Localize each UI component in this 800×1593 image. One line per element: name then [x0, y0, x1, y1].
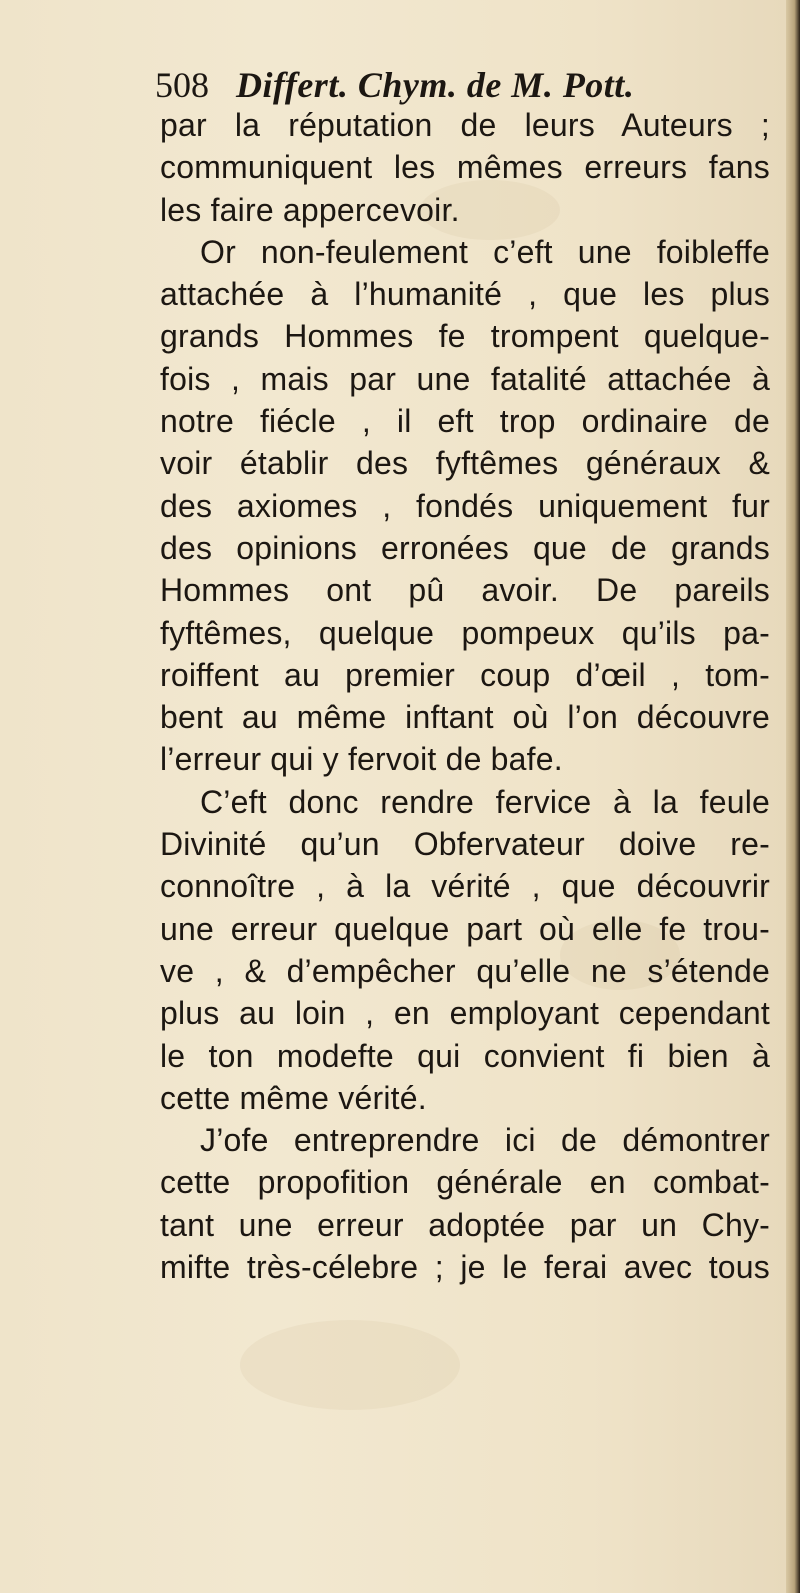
text-line: C’eft donc rendre fervice à la feule: [200, 783, 770, 820]
text-line: plus au loin , en employant cependant: [160, 995, 770, 1032]
text-line: Divinité qu’un Obfervateur doive re-: [160, 826, 770, 863]
text-line: tant une erreur adoptée par un Chy-: [160, 1206, 770, 1243]
running-head: [155, 63, 765, 107]
running-title: Differt. Chym. de M. Pott.: [236, 65, 635, 105]
text-line: une erreur quelque part où elle fe trou-: [160, 910, 770, 947]
page-edge-shadow: [786, 0, 800, 1593]
text-line: cette même vérité.: [160, 1079, 427, 1116]
text-line: J’ofe entreprendre ici de démontrer: [200, 1122, 770, 1159]
text-line: notre fiécle , il eft trop ordinaire de: [160, 403, 770, 440]
text-line: bent au même inftant où l’on découvre: [160, 699, 770, 736]
text-line: Or non-feulement c’eft une foibleffe: [200, 233, 770, 270]
text-line: des axiomes , fondés uniquement fur: [160, 487, 770, 524]
text-line: Hommes ont pû avoir. De pareils: [160, 572, 770, 609]
text-line: par la réputation de leurs Auteurs ;: [160, 107, 770, 143]
text-line: connoître , à la vérité , que découvrir: [160, 868, 770, 905]
text-line: des opinions erronées que de grands: [160, 529, 770, 566]
text-line: grands Hommes fe trompent quelque-: [160, 318, 770, 355]
body-text: [160, 104, 770, 1288]
page-number: 508: [155, 65, 209, 105]
paper-stain: [240, 1320, 460, 1410]
text-line: roiffent au premier coup d’œil , tom-: [160, 656, 770, 693]
text-line: attachée à l’humanité , que les plus: [160, 276, 770, 313]
text-line: fois , mais par une fatalité attachée à: [160, 360, 770, 397]
text-line: le ton modefte qui convient fi bien à: [160, 1037, 770, 1074]
text-line: l’erreur qui y fervoit de bafe.: [160, 741, 563, 778]
text-line: ve , & d’empêcher qu’elle ne s’étende: [160, 952, 770, 989]
text-line: cette propofition générale en combat-: [160, 1164, 770, 1201]
text-line: fyftêmes, quelque pompeux qu’ils pa-: [160, 614, 770, 651]
text-line: mifte très-célebre ; je le ferai avec tous: [160, 1249, 770, 1286]
text-line: communiquent les mêmes erreurs fans: [160, 149, 770, 186]
text-line: les faire appercevoir.: [160, 191, 460, 228]
text-line: voir établir des fyftêmes généraux &: [160, 445, 770, 482]
